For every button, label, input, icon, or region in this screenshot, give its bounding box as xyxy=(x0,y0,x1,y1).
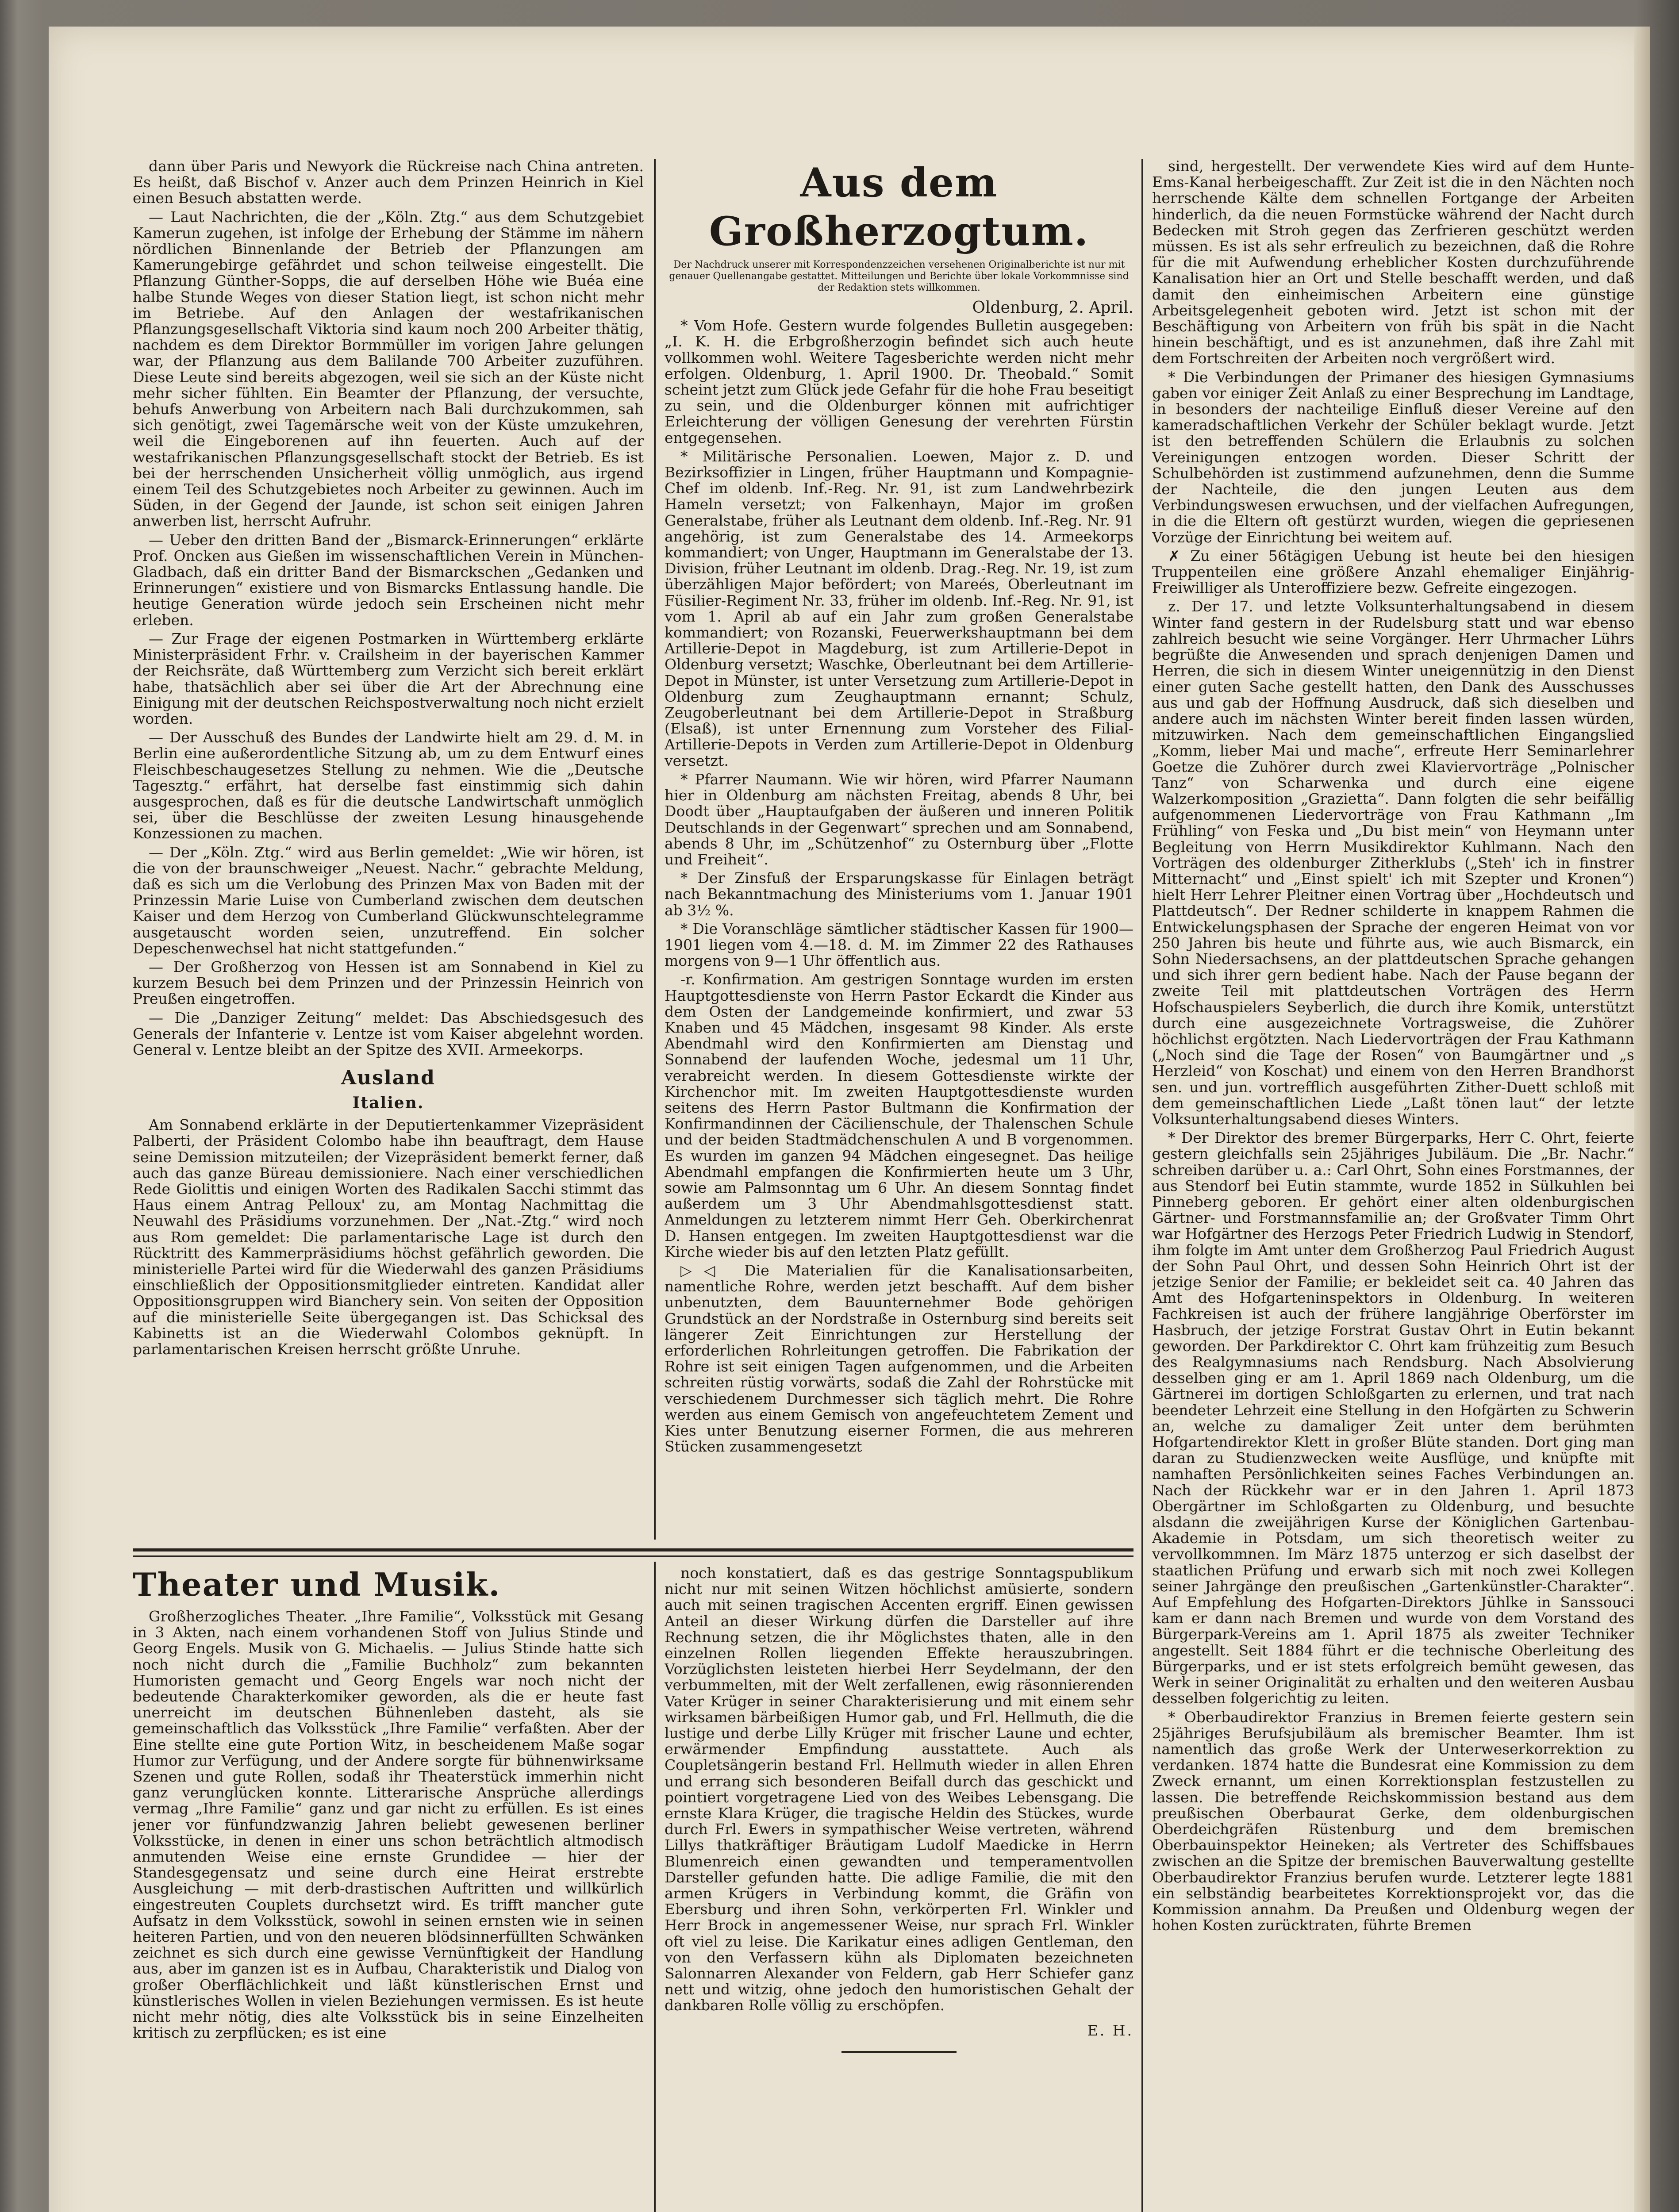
right-paragraph: * Der Direktor des bremer Bürgerparks, Herr C. Ohrt, feierte gestern gleichfalls sein 25jähriges Jubiläum. Die „Br. Nachr.“ schreiben darüber u. a.: Carl Ohrt, Sohn eines Forstmannes, der aus Stendorf bei Eutin stammte, wurde 1852 in Sülkuhlen bei Pinneberg geboren. Er gehört einer alten oldenburgischen Gärtner- und Forstmannsfamilie an; der Großvater Timm Ohrt war Hofgärtner des Herzogs Peter Friedrich Ludwig in Stendorf, ihm folgte im Amt unter dem Großherzog Paul Friedrich August der Sohn Paul Ohrt, und dessen Sohn Heinrich Ohrt ist der jetzige Senior der Familie; er bekleidet seit ca. 40 Jahren das Amt des Hofgarteninspektors in Oldenburg. In weiteren Fachkreisen ist auch der frühere langjährige Oberförster im Hasbruch, der jetzige Forstrat Gustav Ohrt in Eutin bekannt geworden. Der Parkdirektor C. Ohrt kam frühzeitig zum Besuch des Realgymnasiums nach Rendsburg. Nach Absolvierung desselben ging er am 1. April 1869 nach Oldenburg, um die Gärtnerei im dortigen Schloßgarten zu erlernen, und trat nach beendeter Lehrzeit eine Stellung in den Hofgärten zu Schwerin an, welche zu damaliger Zeit unter dem berühmten Hofgartendirektor Klett in großer Blüte standen. Dort ging man daran zu Studienzwecken weite Ausflüge, und knüpfte mit namhaften Persönlichkeiten seines Faches Verbindungen an. Nach der Rückkehr war er in den Jahren 1. April 1873 Obergärtner im Schloßgarten zu Oldenburg, und besuchte alsdann die zweijährigen Kurse der Königlichen Gartenbau-Akademie in Potsdam, um sich theoretisch weiter zu vervollkommnen. Im März 1875 unterzog er sich daselbst der staatlichen Prüfung und erwarb sich mit noch zwei Kollegen seiner Jahrgänge den preußischen „Gartenkünstler-Charakter“. Auf Empfehlung des Hofgarten-Direktors Jühlke in Sanssouci kam er dann nach Bremen und wurde von dem Vorstand des Bürgerpark-Vereins am 1. April 1875 als zweiter Techniker angestellt. Seit 1884 führt er die technische Oberleitung des Bürgerparks, und er ist stets erfolgreich bemüht gewesen, das Werk in seiner Originalität zu erhalten und den weiteren Ausbau desselben folgerichtig zu leiten. xyxy=(1152,1129,1634,1707)
theater-column-2 xyxy=(665,1565,1133,2212)
mid-paragraph: * Militärische Personalien. Loewen, Major z. D. und Bezirksoffizier in Lingen, früher Hauptmann und Kompagnie-Chef im oldenb. Inf.-Reg. Nr. 91, ist zum Landwehrbezirk Hameln versetzt; von Falkenhayn, Major im großen Generalstabe, früher als Leutnant dem oldenb. Inf.-Reg. Nr. 91 angehörig, ist zum Generalstabe des 14. Armeekorps kommandiert; von Unger, Hauptmann im Generalstabe der 13. Division, früher Leutnant im oldenb. Drag.-Reg. Nr. 19, ist zum überzähligen Major befördert; von Mareés, Oberleutnant im Füsilier-Regiment Nr. 33, früher im oldenb. Inf.-Reg. Nr. 91, ist vom 1. April ab auf ein Jahr zum großen Generalstabe kommandiert; von Rozanski, Feuerwerkshauptmann bei dem Artillerie-Depot in Magdeburg, ist zum Artillerie-Depot in Oldenburg versetzt; Waschke, Oberleutnant bei dem Artillerie-Depot in Münster, ist unter Versetzung zum Artillerie-Depot in Oldenburg zum Zeughauptmann ernannt; Schulz, Zeugoberleutnant bei dem Artillerie-Depot in Straßburg (Elsaß), ist unter Ernennung zum Vorsteher des Filial-Artillerie-Depots in Verden zum Artillerie-Depot in Oldenburg versetzt. xyxy=(665,447,1133,769)
mid-paragraph: * Der Zinsfuß der Ersparungskasse für Einlagen beträgt nach Bekanntmachung des Ministeriums vom 1. Januar 1901 ab 3½ %. xyxy=(665,869,1133,919)
ausland-heading: Ausland xyxy=(341,1067,435,1090)
left-paragraph: dann über Paris und Newyork die Rückreise nach China antreten. Es heißt, daß Bischof v. Anzer auch dem Prinzen Heinrich in Kiel einen Besuch abstatten werde. xyxy=(133,158,644,207)
left-paragraph: — Ueber den dritten Band der „Bismarck-Erinnerungen“ erklärte Prof. Oncken aus Gießen im wissenschaftlichen Verein in München-Gladbach, daß ein dritter Band der Bismarckschen „Gedanken und Erinnerungen“ existiere und von Bismarcks Entlassung handle. Die heutige Generation würde jedoch sein Erscheinen nicht mehr erleben. xyxy=(133,531,644,629)
mid-paragraph: * Pfarrer Naumann. Wie wir hören, wird Pfarrer Naumann hier in Oldenburg am nächsten Freitag, abends 8 Uhr, bei Doodt über „Hauptaufgaben der äußeren und inneren Politik Deutschlands in der Gegenwart“ sprechen und am Sonnabend, abends 8 Uhr, im „Schützenhof“ zu Osternburg über „Flotte und Freiheit“. xyxy=(665,770,1133,868)
theater-paragraph: Großherzogliches Theater. „Ihre Familie“, Volksstück mit Gesang in 3 Akten, nach einem vorhandenen Stoff von Julius Stinde und Georg Engels. Musik von G. Michaelis. — Julius Stinde hatte sich noch nicht durch die „Familie Buchholz“ zum bekannten Humoristen gemacht und Georg Engels war noch nicht der bedeutende Charakterkomiker geworden, als die er heute fast unerreicht im deutschen Bühnenleben dasteht, als sie gemeinschaftlich das Volksstück „Ihre Familie“ verfaßten. Aber der Eine stellte eine gute Portion Witz, in bescheidenem Maße sogar Humor zur Verfügung, und der Andere sorgte für bühnenwirksame Szenen und gute Rollen, sodaß ihr Theaterstück immerhin nicht ganz verunglücken konnte. Litterarische Ansprüche allerdings vermag „Ihre Familie“ ganz und gar nicht zu erfüllen. Es ist eines jener vor fünfundzwanzig Jahren beliebt gewesenen berliner Volksstücke, in denen in einer uns schon beträchtlich altmodisch anmutenden Weise eine ernste Grundidee — hier der Standesgegensatz und seine durch eine Heirat erstrebte Ausgleichung — mit derb-drastischen Auftritten und willkürlich eingestreuten Couplets durchsetzt wird. Es trifft mancher gute Aufsatz in dem Volksstück, sowohl in seinen ernsten wie in seinen heiteren Partien, und von den neueren blödsinnerfüllten Schwänken zeichnet es sich durch eine gewisse Vernünftigkeit der Handlung aus, aber im ganzen ist es in Aufbau, Charakteristik und Dialog von großer Oberflächlichkeit und läßt künstlerischen Ernst und künstlerisches Wollen in vielen Beziehungen vermissen. Es ist heute nicht mehr nötig, dies alte Volksstück bis in seine Einzelheiten kritisch zu zerpflücken; es ist eine xyxy=(133,1608,644,2042)
mid-paragraph: * Vom Hofe. Gestern wurde folgendes Bulletin ausgegeben: „I. K. H. die Erbgroßherzogin befindet sich auch heute vollkommen wohl. Weitere Tagesberichte werden nicht mehr erfolgen. Oldenburg, 1. April 1900. Dr. Theobald.“ Somit scheint jetzt zum Glück jede Gefahr für die hohe Frau beseitigt zu sein, und die Oldenburger können mit aufrichtiger Erleichterung der völligen Genesung der verehrten Fürstin entgegensehen. xyxy=(665,317,1133,446)
left-paragraph: — Zur Frage der eigenen Postmarken in Württemberg erklärte Ministerpräsident Frhr. v. Crailsheim in der bayerischen Kammer der Reichsräte, daß Württemberg zum Verzicht sich bereit erklärt habe, thatsächlich aber sei über die Art der Abrechnung eine Einigung mit der deutschen Reichspostverwaltung noch nicht erzielt worden. xyxy=(133,630,644,727)
end-rule xyxy=(841,2051,957,2053)
feuilleton-rule-thin xyxy=(133,1555,1133,1557)
right-paragraph: sind, hergestellt. Der verwendete Kies wird auf dem Hunte-Ems-Kanal herbeigeschafft. Zur Zeit ist die in den Nächten noch herrschende Kälte dem schnellen Fortgange der Arbeiten hinderlich, da die neuen Formstücke während der Nacht durch Bedecken mit Stroh gegen das Zerfrieren geschützt werden müssen. Es ist als sehr erfreulich zu bezeichnen, daß die Rohre für die mit Aufwendung erheblicher Kosten durchzuführende Kanalisation hier an Ort und Stelle beschafft werden, und daß damit den einheimischen Arbeitern eine günstige Arbeitsgelegenheit geboten wird. Jetzt ist schon mit der Beschäftigung von Arbeitern von früh bis spät in die Nacht hinein beschäftigt, und es ist anzunehmen, daß ihre Zahl mit dem Fortschreiten der Arbeiten noch vergrößert wird. xyxy=(1152,158,1634,367)
newspaper-page xyxy=(49,27,1650,2212)
italien-paragraph: Am Sonnabend erklärte in der Deputiertenkammer Vizepräsident Palberti, der Präsident Colombo habe ihn beauftragt, dem Hause seine Demission mitzuteilen; der Vizepräsident bemerkt ferner, daß auch das ganze Büreau demissioniere. Nach einer verschiedlichen Rede Giolittis und einigen Worten des Radikalen Sacchi stimmt das Haus einem Antrag Pelloux' zu, am Montag Nachmittag die Neuwahl des Präsidiums vorzunehmen. Der „Nat.-Ztg.“ wird noch aus Rom gemeldet: Die parlamentarische Lage ist durch den Rücktritt des Kammerpräsidiums höchst gefährlich geworden. Die ministerielle Partei wird für die Wiederwahl des ganzen Präsidiums einschließlich der Oppositionsmitglieder eintreten. Kandidat aller Oppositionsgruppen wird Bianchery sein. Von seiten der Opposition auf die ministerielle Seite übergegangen ist. Das Schicksal des Kabinetts ist an die Wiederwahl Colombos geknüpft. In parlamentarischen Kreisen herrscht größte Unruhe. xyxy=(133,1116,644,1358)
mid-paragraph: ▷◁ Die Materialien für die Kanalisationsarbeiten, namentliche Rohre, werden jetzt beschafft. Auf dem bisher unbenutzten, dem Bauunternehmer Bode gehörigen Grundstück an der Nordstraße in Osternburg sind bereits seit längerer Zeit Einrichtungen zur Herstellung der erforderlichen Rohrleitungen getroffen. Die Fabrikation der Rohre ist seit einigen Tagen aufgenommen, und die Arbeiten schreiten rüstig vorwärts, sodaß die Zahl der Rohrstücke mit verschiedenem Durchmesser sich täglich mehrt. Die Rohre werden aus einem Gemisch von angefeuchtetem Zement und Kies unter Benutzung eiserner Formen, die aus mehreren Stücken zusammengesetzt xyxy=(665,1261,1133,1455)
reprint-note: Der Nachdruck unserer mit Korrespondenzzeichen versehenen Originalberichte ist nur mit genauer Quellenangabe gestattet. Mitteilungen und Berichte über lokale Vorkommnisse sind der Redaktion stets willkommen. xyxy=(669,259,1129,293)
right-column xyxy=(1152,158,1634,2212)
right-paragraph: * Oberbaudirektor Franzius in Bremen feierte gestern sein 25jähriges Berufsjubiläum als bremischer Beamter. Ihm ist namentlich das große Werk der Unterweserkorrektion zu verdanken. 1874 hatte die Bundesrat eine Kommission zu dem Zweck ernannt, um einen Korrektionsplan festzustellen zu lassen. Die betreffende Reichskommission bestand aus dem preußischen Oberbaurat Gerke, dem oldenburgischen Oberdeichgräfen Rüstenburg und dem bremischen Oberbauinspektor Heineken; als Vertreter des Schiffsbaues zwischen an die Spitze der bremischen Bauverwaltung gestellte Oberbaudirektor Franzius berufen wurde. Letzterer legte 1881 ein selbständig bearbeitetes Korrektionsprojekt vor, das die Kommission annahm. Da Preußen und Oldenburg wegen der hohen Kosten zurücktraten, führte Bremen xyxy=(1152,1708,1634,1934)
column-rule xyxy=(1141,159,1143,2212)
left-paragraph: — Die „Danziger Zeitung“ meldet: Das Abschiedsgesuch des Generals der Infanterie v. Lentze ist vom Kaiser abgelehnt worden. General v. Lentze bleibt an der Spitze des XVII. Armeekorps. xyxy=(133,1009,644,1058)
italien-heading: Italien. xyxy=(352,1094,424,1113)
left-paragraph: — Der Großherzog von Hessen ist am Sonnabend in Kiel zu kurzem Besuch bei dem Prinzen und der Prinzessin Heinrich von Preußen eingetroffen. xyxy=(133,958,644,1008)
author-signature: E. H. xyxy=(1087,2021,1133,2039)
column-rule xyxy=(654,1562,656,2212)
column-rule xyxy=(654,159,656,1540)
mid-paragraph: -r. Konfirmation. Am gestrigen Sonntage wurden im ersten Hauptgottesdienste von Herrn Pastor Eckardt die Kinder aus dem Osten der Landgemeinde konfirmiert, und zwar 53 Knaben und 45 Mädchen, insgesamt 98 Kinder. Als erste Abendmahl wird den Konfirmierten am Dienstag und Sonnabend der laufenden Woche, jedesmal um 11 Uhr, verabreicht werden. In diesem Gottesdienste wirkte der Kirchenchor mit. Im zweiten Hauptgottesdienste wurden seitens des Herrn Pastor Bultmann die Konfirmation der Konfirmandinnen der Cäcilienschule, der Thalenschen Schule und der beiden Stadtmädchenschulen A und B vorgenommen. Es wurden im ganzen 94 Mädchen eingesegnet. Das heilige Abendmahl empfangen die Konfirmierten heute um 3 Uhr, sowie am Palmsonntag um 6 Uhr. An diesem Sonntag findet außerdem um 3 Uhr Abendmahlsgottesdienst statt. Anmeldungen zu letzterem nimmt Herr Geh. Oberkirchenrat D. Hansen entgegen. Im zweiten Hauptgottesdienst war die Kirche wieder bis auf den letzten Platz gefüllt. xyxy=(665,971,1133,1260)
left-column xyxy=(133,158,644,1539)
page-edge xyxy=(1634,27,1650,2212)
mid-paragraph: * Die Voranschläge sämtlicher städtischer Kassen für 1900—1901 liegen vom 4.—18. d. M. im Zimmer 22 des Rathauses morgens von 9—1 Uhr öffentlich aus. xyxy=(665,920,1133,970)
grossherzogtum-title: Aus dem Großherzogtum. xyxy=(709,159,1089,255)
dateline: Oldenburg, 2. April. xyxy=(972,299,1133,317)
middle-column xyxy=(665,158,1133,1543)
feuilleton-rule xyxy=(133,1548,1133,1551)
right-paragraph: ✗ Zu einer 56tägigen Uebung ist heute bei den hiesigen Truppenteilen eine größere Anzahl ehemaliger Einjährig-Freiwilliger als Unteroffiziere bezw. Gefreite eingezogen. xyxy=(1152,547,1634,597)
theater-paragraph: noch konstatiert, daß es das gestrige Sonntagspublikum nicht nur mit seinen Witzen höchlichst amüsierte, sondern auch mit seinen tragischen Accenten ergriff. Einen gewissen Anteil an dieser Wirkung dürfen die Darsteller auf ihre Rechnung setzen, die ihr Möglichstes thaten, alle in den einzelnen Rollen liegenden Effekte herauszubringen. Vorzüglichsten leisteten hierbei Herr Seydelmann, der den verbummelten, mit der Welt zerfallenen, ewig räsonnierenden Vater Krüger in seiner Charakterisierung und mit einem sehr wirksamen bärbeißigen Humor gab, und Frl. Hellmuth, die die lustige und derbe Lilly Krüger mit frischer Laune und echter, erwärmender Empfindung ausstattete. Auch als Coupletsängerin bestand Frl. Hellmuth wieder in allen Ehren und errang sich besonderen Beifall durch das geschickt und pointiert vorgetragene Lied von des Weibes Lebensgang. Die ernste Klara Krüger, die tragische Heldin des Stückes, wurde durch Frl. Ewers in sympathischer Weise vertreten, während Lillys thatkräftiger Bräutigam Ludolf Maedicke in Herrn Blumenreich einen gewandten und temperamentvollen Darsteller gefunden hatte. Die adlige Familie, die mit den armen Krügers in Verbindung kommt, die Gräfin von Ebersburg und ihren Sohn, verkörperten Frl. Winkler und Herr Brock in angemessener Weise, nur sprach Frl. Winkler oft viel zu leise. Die Karikatur eines adligen Gentleman, den von den Verfassern kühn als Diplomaten bezeichneten Salonnarren Alexander von Feldern, gab Herr Schiefer ganz nett und witzig, ohne jedoch den humoristischen Gehalt der dankbaren Rolle völlig zu erschöpfen. xyxy=(665,1565,1133,2014)
right-paragraph: * Die Verbindungen der Primaner des hiesigen Gymnasiums gaben vor einiger Zeit Anlaß zu einer Besprechung im Landtage, in besonders der nachteilige Einfluß dieser Vereine auf den kameradschaftlichen Verkehr der Schüler beklagt wurde. Jetzt ist den betreffenden Schülern die Erlaubnis zu solchen Vereinigungen entzogen worden. Dieser Schritt der Schulbehörden ist zustimmend aufzunehmen, denn die Summe der Nachteile, die den jungen Leuten aus dem Verbindungswesen erwuchsen, und der vielfachen Aufregungen, in die die Eltern oft gestürzt wurden, wiegen die gepriesenen Vorzüge der Einrichtung bei weitem auf. xyxy=(1152,368,1634,546)
left-paragraph: — Der Ausschuß des Bundes der Landwirte hielt am 29. d. M. in Berlin eine außerordentliche Sitzung ab, um zu dem Entwurf eines Fleischbeschaugesetzes Stellung zu nehmen. Wie die „Deutsche Tagesztg.“ erfährt, hat derselbe fast einstimmig sich dahin ausgesprochen, daß es für die deutsche Landwirtschaft unmöglich sei, über die Beschlüsse der zweiten Lesung hinausgehende Konzessionen zu machen. xyxy=(133,729,644,842)
theater-title: Theater und Musik. xyxy=(133,1566,501,1603)
left-paragraph: — Der „Köln. Ztg.“ wird aus Berlin gemeldet: „Wie wir hören, ist die von der braunschweiger „Neuest. Nachr.“ gebrachte Meldung, daß es sich um die Verlobung des Prinzen Max von Baden mit der Prinzessin Marie Luise von Cumberland zwischen dem deutschen Kaiser und dem Herzog von Cumberland Glückwunschtelegramme ausgetauscht worden seien, unzutreffend. Ein solcher Depeschenwechsel hat nicht stattgefunden.“ xyxy=(133,843,644,957)
right-paragraph: z. Der 17. und letzte Volksunterhaltungsabend in diesem Winter fand gestern in der Rudelsburg statt und war ebenso zahlreich besucht wie seine Vorgänger. Herr Uhrmacher Lührs begrüßte die Anwesenden und sprach denjenigen Damen und Herren, die sich in diesem Winter uneigennützig in den Dienst einer guten Sache gestellt hatten, den Dank des Ausschusses aus und gab der Hoffnung Ausdruck, daß sich dieselben und andere auch im nächsten Winter bereit finden lassen würden, mitzuwirken. Nach dem gemeinschaftlichen Eingangslied „Komm, lieber Mai und mache“, erfreute Herr Seminarlehrer Goetze die Zuhörer durch zwei Klaviervorträge „Polnischer Tanz“ von Scharwenka und durch eine eigene Walzerkomposition „Grazietta“. Dann folgten die sehr beifällig aufgenommenen Liedervorträge von Frau Kathmann „Im Frühling“ von Feska und „Du bist mein“ von Heymann unter Begleitung von Herrn Musikdirektor Kuhlmann. Nach den Vorträgen des oldenburger Zitherklubs („Steh' ich in finstrer Mitternacht“ und „Einst spielt' ich mit Szepter und Kronen“) hielt Herr Lehrer Pleitner einen Vortrag über „Hochdeutsch und Plattdeutsch“. Der Redner schilderte in knappem Rahmen die Entwickelungsphasen der Sprache der engeren Heimat von vor 250 Jahren bis heute und führte aus, wie auch Bismarck, ein Sohn Niedersachsens, an der plattdeutschen Sprache gehangen und sich ihrer gern bedient habe. Nach der Pause begann der zweite Teil mit plattdeutschen Vorträgen des Herrn Hofschauspielers Seyberlich, die durch ihre Komik, unterstützt durch eine ausgezeichnete Vortragsweise, die Zuhörer höchlichst ergötzten. Nach Liedervorträgen der Frau Kathmann („Noch sind die Tage der Rosen“ von Baumgärtner und „s Herzleid“ von Koschat) und einem von den Herren Brandhorst sen. und jun. vortrefflich ausgeführten Zither-Duett schloß mit dem gemeinschaftlichen Liede „Laßt tönen laut“ der letzte Volksunterhaltungsabend dieses Winters. xyxy=(1152,598,1634,1128)
theater-column xyxy=(133,1565,644,2212)
left-paragraph: — Laut Nachrichten, die der „Köln. Ztg.“ aus dem Schutzgebiet Kamerun zugehen, ist infolge der Erhebung der Stämme im nähern nördlichen Binnenlande der Betrieb der Pflanzungen am Kamerungebirge gefährdet und schon teilweise eingestellt. Die Pflanzung Günther-Sopps, die auf derselben Höhe wie Buéa eine halbe Stunde Weges von dieser Station liegt, ist schon nicht mehr im Betriebe. Auf den Anlagen der westafrikanischen Pflanzungsgesellschaft Viktoria sind kaum noch 200 Arbeiter thätig, nachdem es dem Direktor Bormmüller im vorigen Jahre gelungen war, der Pflanzung aus dem Balilande 700 Arbeiter zuzuführen. Diese Leute sind bereits abgezogen, weil sie sich an der Küste nicht mehr sicher fühlten. Ein Beamter der Pflanzung, der versuchte, behufs Anwerbung von Arbeitern nach Bali durchzukommen, sah sich genötigt, zwei Tagemärsche weit von der Küste umzukehren, weil die Eingeborenen auf ihn feuerten. Auch auf der westafrikanischen Pflanzungsgesellschaft stockt der Betrieb. Es ist bei der herrschenden Unsicherheit völlig unmöglich, aus irgend einem Teil des Schutzgebietes noch Arbeiter zu gewinnen. Auch im Süden, in der Gegend der Jaunde, ist schon seit einigen Jahren anwerben list, herrscht Aufruhr. xyxy=(133,208,644,530)
